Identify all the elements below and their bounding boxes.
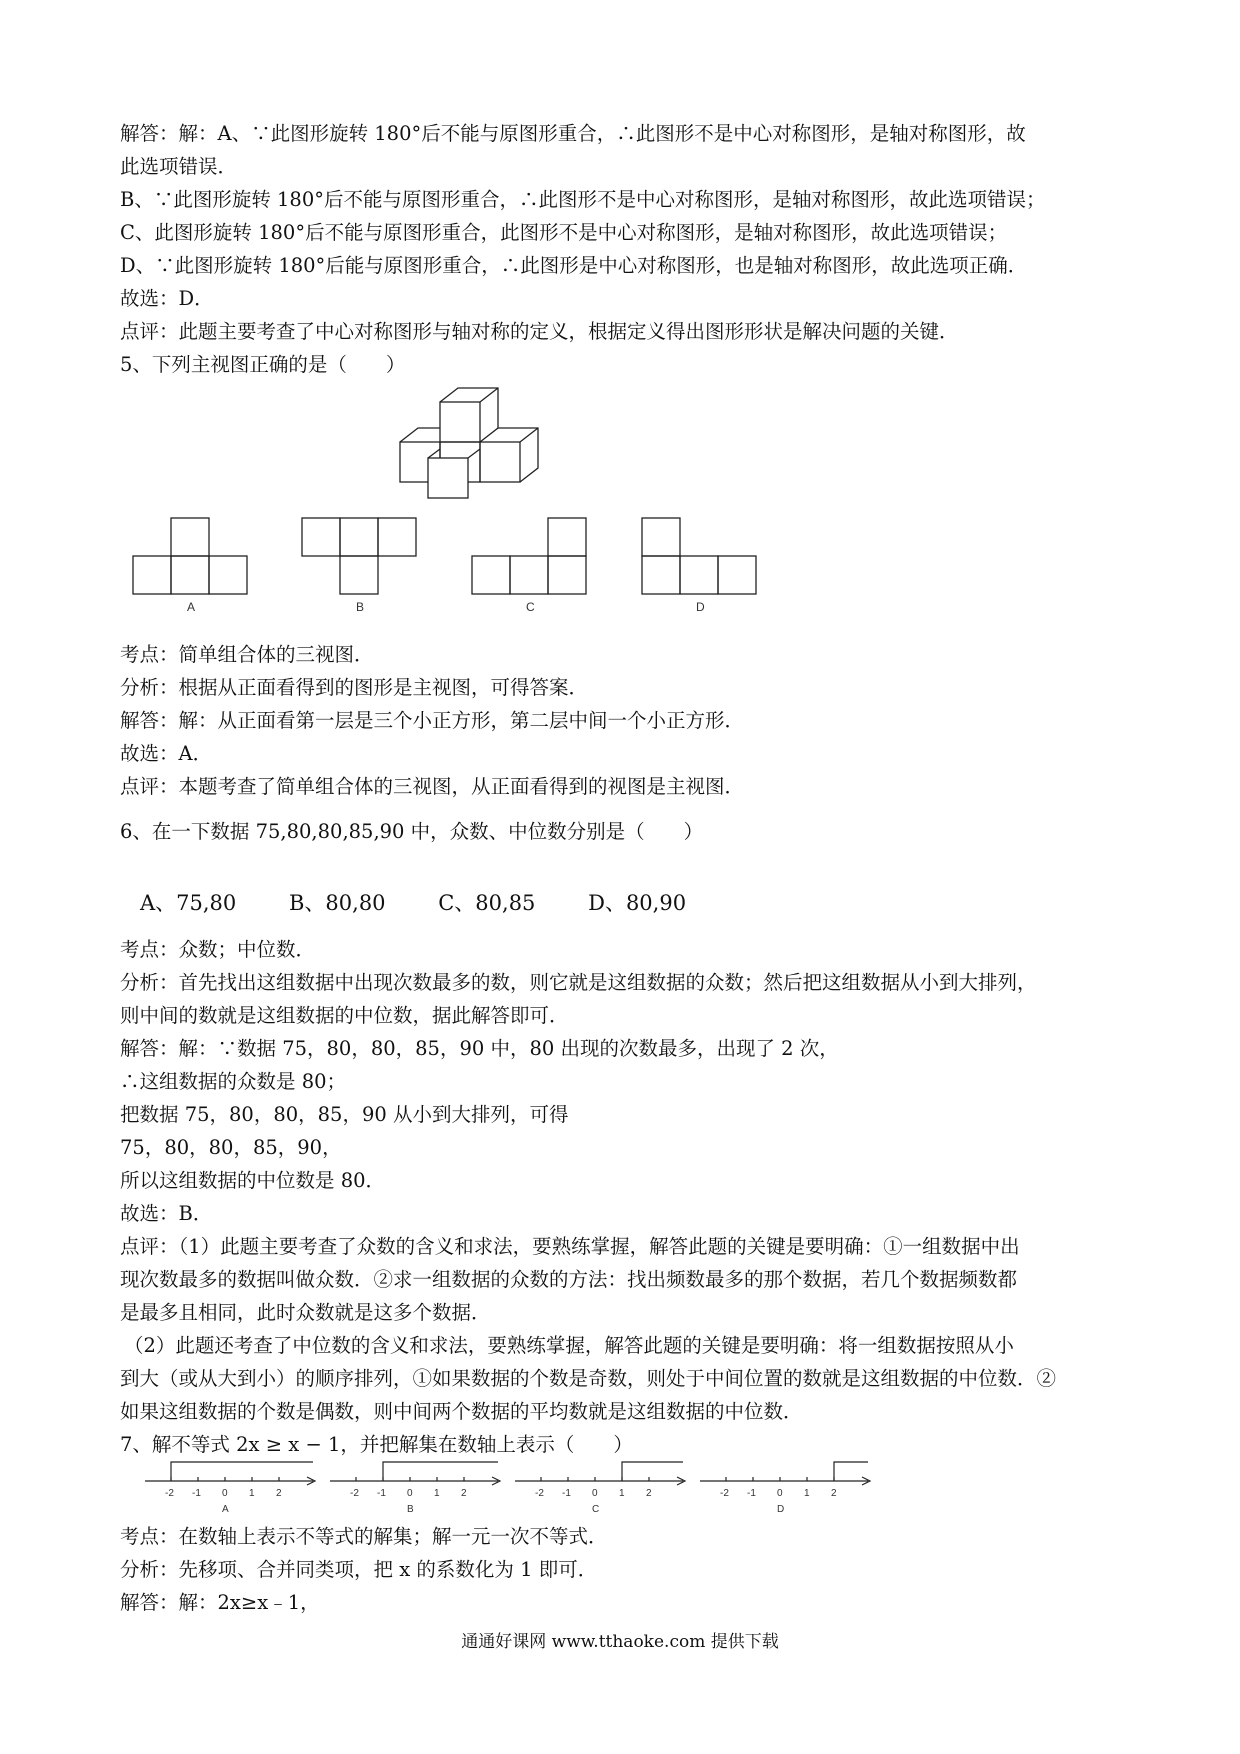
view-label-d: D xyxy=(696,600,705,614)
text-line: 分析：先移项、合并同类项，把 x 的系数化为 1 即可． xyxy=(120,1558,598,1581)
text-line: 则中间的数就是这组数据的中位数，据此解答即可． xyxy=(120,1004,569,1027)
text-line: 所以这组数据的中位数是 80． xyxy=(120,1169,386,1192)
svg-text:0: 0 xyxy=(407,1488,413,1499)
text-line: 故选：A． xyxy=(120,742,213,765)
svg-text:2: 2 xyxy=(646,1488,652,1499)
text-line: 故选：B． xyxy=(120,1202,213,1225)
svg-text:1: 1 xyxy=(249,1488,255,1499)
number-line-label-c: C xyxy=(592,1504,600,1515)
svg-text:-1: -1 xyxy=(562,1488,571,1499)
option-b: B、80,80 xyxy=(288,891,386,915)
number-line-label-b: B xyxy=(407,1504,414,1515)
svg-text:-2: -2 xyxy=(350,1488,359,1499)
view-d xyxy=(642,518,756,594)
text-line: （2）此题还考查了中位数的含义和求法，要熟练掌握，解答此题的关键是要明确：将一组数据按照从小 xyxy=(124,1334,1014,1357)
view-label-b: B xyxy=(356,600,365,614)
question-5: 5、下列主视图正确的是（ ） xyxy=(120,353,406,376)
text-line: C、此图形旋转 180°后不能与原图形重合，此图形不是中心对称图形，是轴对称图形，故此选项错误； xyxy=(120,221,1008,244)
svg-text:1: 1 xyxy=(804,1488,810,1499)
number-line-label-d: D xyxy=(777,1504,785,1515)
text-line: D、∵此图形旋转 180°后能与原图形重合，∴此图形是中心对称图形，也是轴对称图形，故此选项正确． xyxy=(120,254,1028,277)
svg-text:-1: -1 xyxy=(747,1488,756,1499)
view-label-c: C xyxy=(526,600,535,614)
text-line: 点评：（1）此题主要考查了众数的含义和求法，要熟练掌握，解答此题的关键是要明确：①一组数据中出 xyxy=(120,1235,1020,1258)
text-line: ∴这组数据的众数是 80； xyxy=(120,1070,347,1093)
text-line: 分析：根据从正面看得到的图形是主视图，可得答案． xyxy=(120,676,589,699)
text-line: B、∵此图形旋转 180°后不能与原图形重合，∴此图形不是中心对称图形，是轴对称图形，故此选项错误； xyxy=(120,188,1046,211)
svg-text:2: 2 xyxy=(276,1488,282,1499)
text-line: 解答：解：2x≥x﹣1， xyxy=(120,1591,320,1614)
question-6: 6、在一下数据 75,80,80,85,90 中，众数、中位数分别是（ ） xyxy=(120,820,704,843)
text-line: 故选：D． xyxy=(120,287,214,310)
number-line-d xyxy=(700,1462,870,1485)
text-line: 考点：简单组合体的三视图． xyxy=(120,643,374,666)
number-line-a xyxy=(145,1462,315,1485)
text-line: 此选项错误． xyxy=(120,155,238,178)
svg-text:0: 0 xyxy=(592,1488,598,1499)
option-c: C、80,85 xyxy=(438,891,536,915)
view-b xyxy=(302,518,416,594)
view-label-a: A xyxy=(187,600,196,614)
svg-text:-2: -2 xyxy=(165,1488,174,1499)
text-line: 点评：此题主要考查了中心对称图形与轴对称的定义，根据定义得出图形形状是解决问题的关键． xyxy=(120,320,959,343)
text-line: 把数据 75，80，80，85，90 从小到大排列，可得 xyxy=(120,1103,569,1126)
text-line: 是最多且相同，此时众数就是这多个数据． xyxy=(120,1301,491,1324)
svg-text:0: 0 xyxy=(777,1488,783,1499)
text-line: 点评：本题考查了简单组合体的三视图，从正面看得到的视图是主视图． xyxy=(120,775,745,798)
svg-text:0: 0 xyxy=(222,1488,228,1499)
view-c xyxy=(472,518,586,594)
text-line: 考点：在数轴上表示不等式的解集；解一元一次不等式． xyxy=(120,1525,608,1548)
page-footer: 通通好课网 www.tthaoke.com 提供下载 xyxy=(461,1632,779,1652)
svg-text:1: 1 xyxy=(434,1488,440,1499)
option-d: D、80,90 xyxy=(588,891,687,915)
text-line: 解答：解：从正面看第一层是三个小正方形，第二层中间一个小正方形． xyxy=(120,709,745,732)
question-7: 7、解不等式 2x ≥ x − 1，并把解集在数轴上表示（ ） xyxy=(120,1433,633,1456)
svg-text:-1: -1 xyxy=(377,1488,386,1499)
number-line-label-a: A xyxy=(222,1504,229,1515)
text-line: 现次数最多的数据叫做众数．②求一组数据的众数的方法：找出频数最多的那个数据，若几个数据频数都 xyxy=(120,1268,1018,1291)
text-line: 解答：解：∵数据 75，80，80，85，90 中，80 出现的次数最多，出现了 2 次， xyxy=(120,1037,839,1060)
svg-text:1: 1 xyxy=(619,1488,625,1499)
text-line: 考点：众数；中位数． xyxy=(120,938,316,961)
text-line: 分析：首先找出这组数据中出现次数最多的数，则它就是这组数据的众数；然后把这组数据从小到大排列， xyxy=(120,971,1037,994)
text-line: 解答：解：A、∵此图形旋转 180°后不能与原图形重合，∴此图形不是中心对称图形，是轴对称图形，故 xyxy=(120,122,1026,145)
svg-text:2: 2 xyxy=(831,1488,837,1499)
text-line: 如果这组数据的个数是偶数，则中间两个数据的平均数就是这组数据的中位数． xyxy=(120,1400,803,1423)
svg-text:-2: -2 xyxy=(535,1488,544,1499)
text-line: 75，80，80，85，90， xyxy=(120,1136,342,1159)
svg-text:2: 2 xyxy=(461,1488,467,1499)
option-a: A、75,80 xyxy=(140,891,237,915)
q6-options xyxy=(140,887,732,917)
number-line-c xyxy=(515,1462,685,1485)
number-line-b xyxy=(330,1462,500,1485)
view-a xyxy=(133,518,247,594)
text-line: 到大（或从大到小）的顺序排列，①如果数据的个数是奇数，则处于中间位置的数就是这组数据的中位数．② xyxy=(120,1367,1057,1390)
svg-text:-1: -1 xyxy=(192,1488,201,1499)
svg-text:-2: -2 xyxy=(720,1488,729,1499)
